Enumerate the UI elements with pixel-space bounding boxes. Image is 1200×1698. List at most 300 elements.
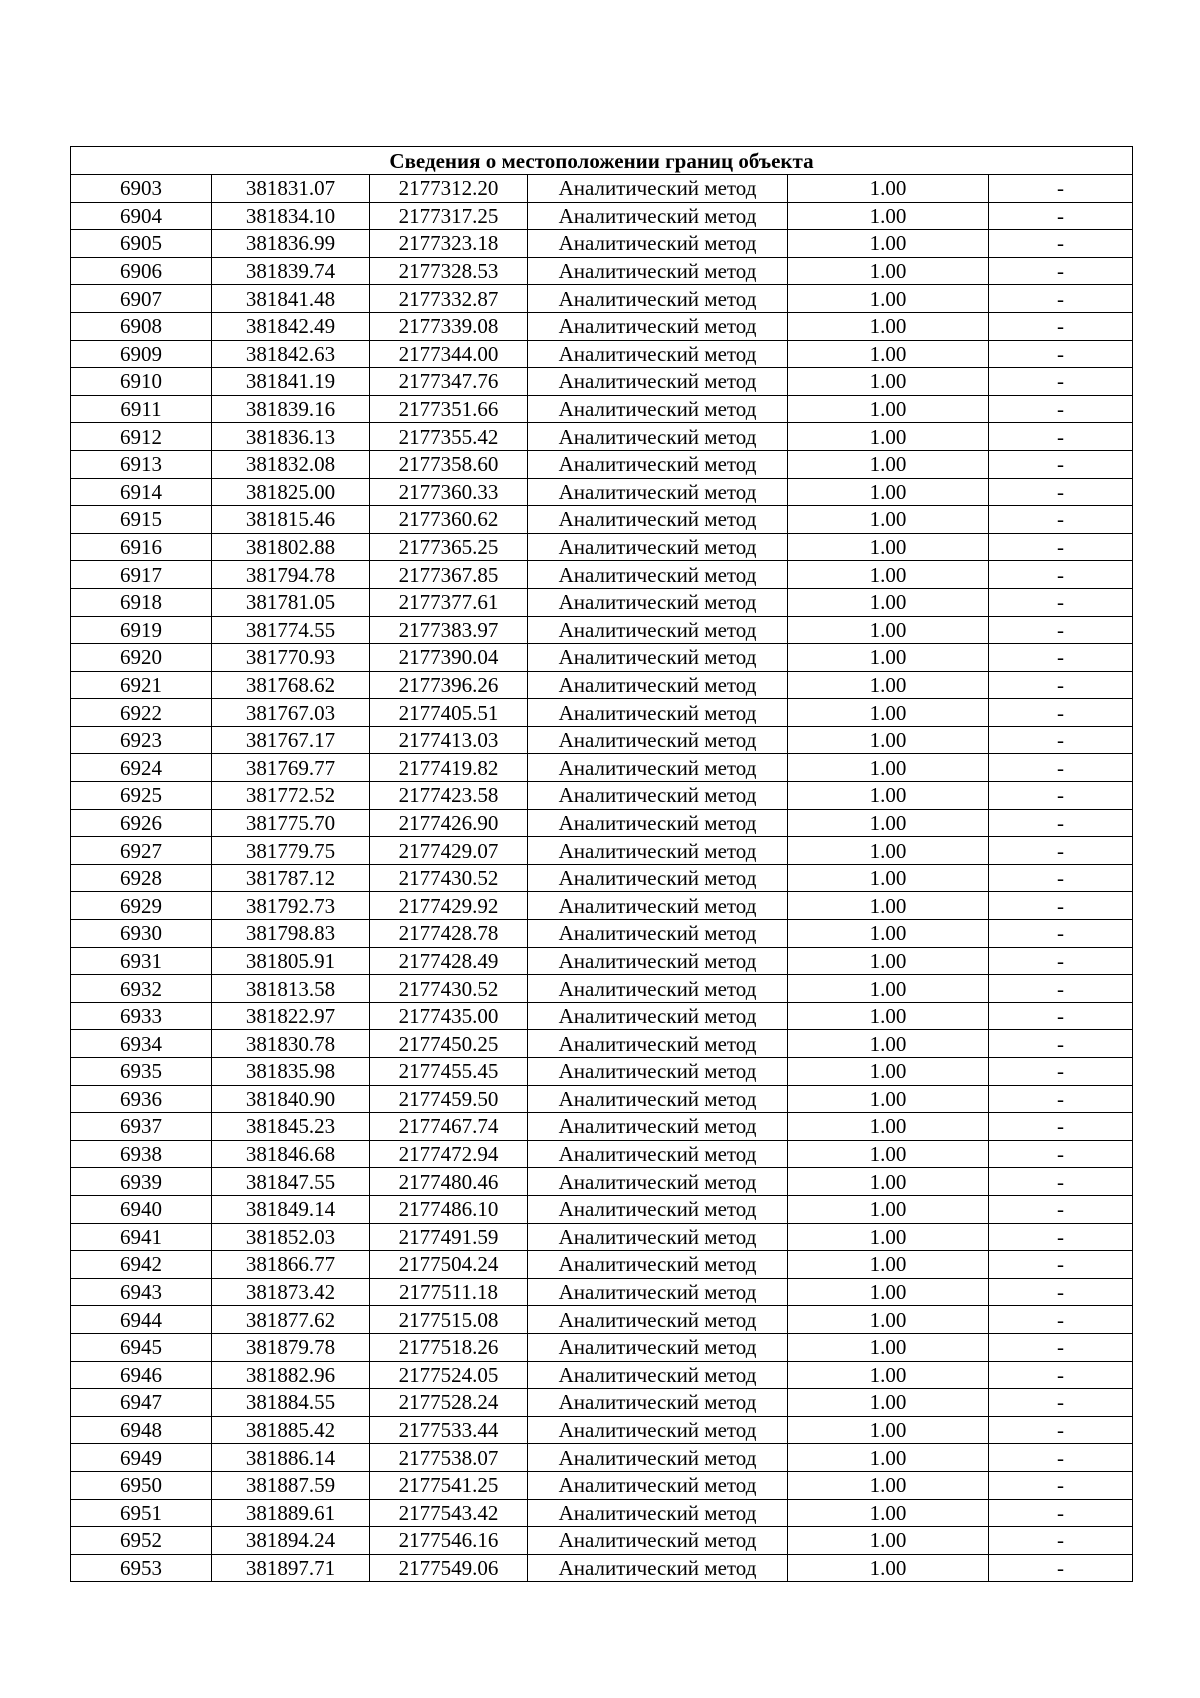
- accuracy-cell: 1.00: [788, 1168, 989, 1196]
- note-cell: -: [989, 1168, 1133, 1196]
- table-row: [71, 892, 1133, 920]
- y-coordinate-cell: 2177365.25: [370, 533, 528, 561]
- point-number-cell: 6924: [71, 754, 212, 782]
- y-coordinate-cell: 2177396.26: [370, 671, 528, 699]
- x-coordinate-cell: 381842.49: [212, 312, 370, 340]
- note-cell: -: [989, 230, 1133, 258]
- x-coordinate-cell: 381835.98: [212, 1058, 370, 1086]
- table-row: [71, 975, 1133, 1003]
- x-coordinate-cell: 381831.07: [212, 175, 370, 203]
- accuracy-cell: 1.00: [788, 782, 989, 810]
- method-cell: Аналитический метод: [528, 920, 788, 948]
- x-coordinate-cell: 381885.42: [212, 1416, 370, 1444]
- x-coordinate-cell: 381849.14: [212, 1195, 370, 1223]
- y-coordinate-cell: 2177323.18: [370, 230, 528, 258]
- table-row: [71, 837, 1133, 865]
- table-row: [71, 616, 1133, 644]
- x-coordinate-cell: 381845.23: [212, 1113, 370, 1141]
- table-row: [71, 1333, 1133, 1361]
- x-coordinate-cell: 381767.17: [212, 726, 370, 754]
- y-coordinate-cell: 2177533.44: [370, 1416, 528, 1444]
- y-coordinate-cell: 2177491.59: [370, 1223, 528, 1251]
- point-number-cell: 6903: [71, 175, 212, 203]
- accuracy-cell: 1.00: [788, 1085, 989, 1113]
- x-coordinate-cell: 381836.99: [212, 230, 370, 258]
- note-cell: -: [989, 1113, 1133, 1141]
- y-coordinate-cell: 2177511.18: [370, 1278, 528, 1306]
- note-cell: -: [989, 1554, 1133, 1582]
- point-number-cell: 6945: [71, 1333, 212, 1361]
- note-cell: -: [989, 1223, 1133, 1251]
- method-cell: Аналитический метод: [528, 1389, 788, 1417]
- accuracy-cell: 1.00: [788, 671, 989, 699]
- point-number-cell: 6914: [71, 478, 212, 506]
- x-coordinate-cell: 381805.91: [212, 947, 370, 975]
- point-number-cell: 6905: [71, 230, 212, 258]
- x-coordinate-cell: 381889.61: [212, 1499, 370, 1527]
- note-cell: -: [989, 588, 1133, 616]
- table-row: [71, 1085, 1133, 1113]
- y-coordinate-cell: 2177390.04: [370, 644, 528, 672]
- y-coordinate-cell: 2177430.52: [370, 975, 528, 1003]
- point-number-cell: 6942: [71, 1251, 212, 1279]
- point-number-cell: 6912: [71, 423, 212, 451]
- method-cell: Аналитический метод: [528, 340, 788, 368]
- accuracy-cell: 1.00: [788, 809, 989, 837]
- method-cell: Аналитический метод: [528, 1085, 788, 1113]
- method-cell: Аналитический метод: [528, 1113, 788, 1141]
- method-cell: Аналитический метод: [528, 726, 788, 754]
- point-number-cell: 6919: [71, 616, 212, 644]
- note-cell: -: [989, 561, 1133, 589]
- point-number-cell: 6923: [71, 726, 212, 754]
- point-number-cell: 6915: [71, 506, 212, 534]
- method-cell: Аналитический метод: [528, 533, 788, 561]
- method-cell: Аналитический метод: [528, 175, 788, 203]
- point-number-cell: 6949: [71, 1444, 212, 1472]
- accuracy-cell: 1.00: [788, 1471, 989, 1499]
- y-coordinate-cell: 2177358.60: [370, 450, 528, 478]
- note-cell: -: [989, 1278, 1133, 1306]
- table-row: [71, 1030, 1133, 1058]
- table-row: [71, 312, 1133, 340]
- accuracy-cell: 1.00: [788, 588, 989, 616]
- table-row: [71, 864, 1133, 892]
- note-cell: -: [989, 1085, 1133, 1113]
- x-coordinate-cell: 381774.55: [212, 616, 370, 644]
- note-cell: -: [989, 423, 1133, 451]
- x-coordinate-cell: 381830.78: [212, 1030, 370, 1058]
- method-cell: Аналитический метод: [528, 1223, 788, 1251]
- point-number-cell: 6952: [71, 1527, 212, 1555]
- x-coordinate-cell: 381852.03: [212, 1223, 370, 1251]
- table-row: [71, 1223, 1133, 1251]
- point-number-cell: 6953: [71, 1554, 212, 1582]
- table-row: [71, 230, 1133, 258]
- accuracy-cell: 1.00: [788, 506, 989, 534]
- y-coordinate-cell: 2177347.76: [370, 368, 528, 396]
- x-coordinate-cell: 381839.74: [212, 257, 370, 285]
- y-coordinate-cell: 2177528.24: [370, 1389, 528, 1417]
- y-coordinate-cell: 2177467.74: [370, 1113, 528, 1141]
- x-coordinate-cell: 381772.52: [212, 782, 370, 810]
- method-cell: Аналитический метод: [528, 230, 788, 258]
- point-number-cell: 6930: [71, 920, 212, 948]
- y-coordinate-cell: 2177480.46: [370, 1168, 528, 1196]
- note-cell: -: [989, 1306, 1133, 1334]
- note-cell: -: [989, 478, 1133, 506]
- point-number-cell: 6927: [71, 837, 212, 865]
- accuracy-cell: 1.00: [788, 1499, 989, 1527]
- y-coordinate-cell: 2177430.52: [370, 864, 528, 892]
- x-coordinate-cell: 381834.10: [212, 202, 370, 230]
- method-cell: Аналитический метод: [528, 1195, 788, 1223]
- table-row: [71, 1195, 1133, 1223]
- point-number-cell: 6932: [71, 975, 212, 1003]
- note-cell: -: [989, 1471, 1133, 1499]
- method-cell: Аналитический метод: [528, 947, 788, 975]
- y-coordinate-cell: 2177524.05: [370, 1361, 528, 1389]
- accuracy-cell: 1.00: [788, 644, 989, 672]
- method-cell: Аналитический метод: [528, 1554, 788, 1582]
- y-coordinate-cell: 2177486.10: [370, 1195, 528, 1223]
- table-row: [71, 1499, 1133, 1527]
- x-coordinate-cell: 381775.70: [212, 809, 370, 837]
- table-row: [71, 285, 1133, 313]
- accuracy-cell: 1.00: [788, 202, 989, 230]
- note-cell: -: [989, 782, 1133, 810]
- note-cell: -: [989, 506, 1133, 534]
- note-cell: -: [989, 1002, 1133, 1030]
- y-coordinate-cell: 2177413.03: [370, 726, 528, 754]
- accuracy-cell: 1.00: [788, 285, 989, 313]
- table-row: [71, 920, 1133, 948]
- note-cell: -: [989, 892, 1133, 920]
- y-coordinate-cell: 2177549.06: [370, 1554, 528, 1582]
- y-coordinate-cell: 2177317.25: [370, 202, 528, 230]
- y-coordinate-cell: 2177405.51: [370, 699, 528, 727]
- accuracy-cell: 1.00: [788, 395, 989, 423]
- method-cell: Аналитический метод: [528, 1002, 788, 1030]
- table-row: [71, 1278, 1133, 1306]
- y-coordinate-cell: 2177515.08: [370, 1306, 528, 1334]
- note-cell: -: [989, 368, 1133, 396]
- note-cell: -: [989, 450, 1133, 478]
- point-number-cell: 6931: [71, 947, 212, 975]
- table-row: [71, 1527, 1133, 1555]
- accuracy-cell: 1.00: [788, 975, 989, 1003]
- note-cell: -: [989, 1195, 1133, 1223]
- y-coordinate-cell: 2177472.94: [370, 1140, 528, 1168]
- y-coordinate-cell: 2177351.66: [370, 395, 528, 423]
- table-row: [71, 1471, 1133, 1499]
- point-number-cell: 6921: [71, 671, 212, 699]
- method-cell: Аналитический метод: [528, 809, 788, 837]
- x-coordinate-cell: 381879.78: [212, 1333, 370, 1361]
- x-coordinate-cell: 381802.88: [212, 533, 370, 561]
- point-number-cell: 6908: [71, 312, 212, 340]
- table-row: [71, 1361, 1133, 1389]
- method-cell: Аналитический метод: [528, 616, 788, 644]
- method-cell: Аналитический метод: [528, 506, 788, 534]
- x-coordinate-cell: 381840.90: [212, 1085, 370, 1113]
- point-number-cell: 6922: [71, 699, 212, 727]
- note-cell: -: [989, 285, 1133, 313]
- y-coordinate-cell: 2177426.90: [370, 809, 528, 837]
- point-number-cell: 6939: [71, 1168, 212, 1196]
- note-cell: -: [989, 671, 1133, 699]
- y-coordinate-cell: 2177543.42: [370, 1499, 528, 1527]
- accuracy-cell: 1.00: [788, 1058, 989, 1086]
- method-cell: Аналитический метод: [528, 671, 788, 699]
- table-row: [71, 533, 1133, 561]
- accuracy-cell: 1.00: [788, 423, 989, 451]
- point-number-cell: 6933: [71, 1002, 212, 1030]
- point-number-cell: 6944: [71, 1306, 212, 1334]
- method-cell: Аналитический метод: [528, 644, 788, 672]
- y-coordinate-cell: 2177428.78: [370, 920, 528, 948]
- method-cell: Аналитический метод: [528, 478, 788, 506]
- point-number-cell: 6943: [71, 1278, 212, 1306]
- y-coordinate-cell: 2177450.25: [370, 1030, 528, 1058]
- accuracy-cell: 1.00: [788, 1195, 989, 1223]
- table-row: [71, 1168, 1133, 1196]
- note-cell: -: [989, 1416, 1133, 1444]
- accuracy-cell: 1.00: [788, 699, 989, 727]
- method-cell: Аналитический метод: [528, 202, 788, 230]
- y-coordinate-cell: 2177312.20: [370, 175, 528, 203]
- x-coordinate-cell: 381813.58: [212, 975, 370, 1003]
- accuracy-cell: 1.00: [788, 478, 989, 506]
- x-coordinate-cell: 381887.59: [212, 1471, 370, 1499]
- note-cell: -: [989, 864, 1133, 892]
- table-row: [71, 671, 1133, 699]
- y-coordinate-cell: 2177328.53: [370, 257, 528, 285]
- accuracy-cell: 1.00: [788, 726, 989, 754]
- y-coordinate-cell: 2177429.07: [370, 837, 528, 865]
- accuracy-cell: 1.00: [788, 1278, 989, 1306]
- y-coordinate-cell: 2177538.07: [370, 1444, 528, 1472]
- y-coordinate-cell: 2177541.25: [370, 1471, 528, 1499]
- method-cell: Аналитический метод: [528, 423, 788, 451]
- point-number-cell: 6926: [71, 809, 212, 837]
- method-cell: Аналитический метод: [528, 368, 788, 396]
- table-title-row: [71, 147, 1133, 175]
- x-coordinate-cell: 381798.83: [212, 920, 370, 948]
- note-cell: -: [989, 616, 1133, 644]
- x-coordinate-cell: 381836.13: [212, 423, 370, 451]
- method-cell: Аналитический метод: [528, 1416, 788, 1444]
- x-coordinate-cell: 381769.77: [212, 754, 370, 782]
- note-cell: -: [989, 1058, 1133, 1086]
- point-number-cell: 6920: [71, 644, 212, 672]
- accuracy-cell: 1.00: [788, 175, 989, 203]
- note-cell: -: [989, 257, 1133, 285]
- x-coordinate-cell: 381897.71: [212, 1554, 370, 1582]
- note-cell: -: [989, 1140, 1133, 1168]
- accuracy-cell: 1.00: [788, 1113, 989, 1141]
- y-coordinate-cell: 2177429.92: [370, 892, 528, 920]
- method-cell: Аналитический метод: [528, 285, 788, 313]
- table-row: [71, 726, 1133, 754]
- table-row: [71, 1444, 1133, 1472]
- accuracy-cell: 1.00: [788, 1361, 989, 1389]
- method-cell: Аналитический метод: [528, 1471, 788, 1499]
- point-number-cell: 6948: [71, 1416, 212, 1444]
- point-number-cell: 6910: [71, 368, 212, 396]
- y-coordinate-cell: 2177546.16: [370, 1527, 528, 1555]
- table-row: [71, 782, 1133, 810]
- note-cell: -: [989, 809, 1133, 837]
- accuracy-cell: 1.00: [788, 947, 989, 975]
- x-coordinate-cell: 381792.73: [212, 892, 370, 920]
- table-row: [71, 1002, 1133, 1030]
- method-cell: Аналитический метод: [528, 1527, 788, 1555]
- note-cell: -: [989, 1444, 1133, 1472]
- table-row: [71, 947, 1133, 975]
- point-number-cell: 6950: [71, 1471, 212, 1499]
- accuracy-cell: 1.00: [788, 892, 989, 920]
- x-coordinate-cell: 381815.46: [212, 506, 370, 534]
- method-cell: Аналитический метод: [528, 1168, 788, 1196]
- table-row: [71, 1554, 1133, 1582]
- point-number-cell: 6913: [71, 450, 212, 478]
- accuracy-cell: 1.00: [788, 920, 989, 948]
- accuracy-cell: 1.00: [788, 450, 989, 478]
- accuracy-cell: 1.00: [788, 1030, 989, 1058]
- accuracy-cell: 1.00: [788, 368, 989, 396]
- y-coordinate-cell: 2177518.26: [370, 1333, 528, 1361]
- x-coordinate-cell: 381841.19: [212, 368, 370, 396]
- method-cell: Аналитический метод: [528, 1499, 788, 1527]
- x-coordinate-cell: 381822.97: [212, 1002, 370, 1030]
- method-cell: Аналитический метод: [528, 1306, 788, 1334]
- note-cell: -: [989, 975, 1133, 1003]
- method-cell: Аналитический метод: [528, 1058, 788, 1086]
- note-cell: -: [989, 202, 1133, 230]
- method-cell: Аналитический метод: [528, 1361, 788, 1389]
- table-row: [71, 340, 1133, 368]
- table-row: [71, 754, 1133, 782]
- note-cell: -: [989, 947, 1133, 975]
- note-cell: -: [989, 1389, 1133, 1417]
- x-coordinate-cell: 381794.78: [212, 561, 370, 589]
- table-row: [71, 478, 1133, 506]
- accuracy-cell: 1.00: [788, 1002, 989, 1030]
- method-cell: Аналитический метод: [528, 312, 788, 340]
- x-coordinate-cell: 381846.68: [212, 1140, 370, 1168]
- y-coordinate-cell: 2177377.61: [370, 588, 528, 616]
- y-coordinate-cell: 2177360.62: [370, 506, 528, 534]
- method-cell: Аналитический метод: [528, 782, 788, 810]
- accuracy-cell: 1.00: [788, 837, 989, 865]
- point-number-cell: 6935: [71, 1058, 212, 1086]
- note-cell: -: [989, 837, 1133, 865]
- method-cell: Аналитический метод: [528, 699, 788, 727]
- method-cell: Аналитический метод: [528, 892, 788, 920]
- table-row: [71, 1416, 1133, 1444]
- point-number-cell: 6928: [71, 864, 212, 892]
- y-coordinate-cell: 2177428.49: [370, 947, 528, 975]
- accuracy-cell: 1.00: [788, 1140, 989, 1168]
- table-row: [71, 506, 1133, 534]
- table-row: [71, 1389, 1133, 1417]
- method-cell: Аналитический метод: [528, 975, 788, 1003]
- accuracy-cell: 1.00: [788, 561, 989, 589]
- method-cell: Аналитический метод: [528, 864, 788, 892]
- y-coordinate-cell: 2177355.42: [370, 423, 528, 451]
- accuracy-cell: 1.00: [788, 864, 989, 892]
- x-coordinate-cell: 381841.48: [212, 285, 370, 313]
- x-coordinate-cell: 381842.63: [212, 340, 370, 368]
- note-cell: -: [989, 533, 1133, 561]
- note-cell: -: [989, 1030, 1133, 1058]
- x-coordinate-cell: 381779.75: [212, 837, 370, 865]
- method-cell: Аналитический метод: [528, 450, 788, 478]
- method-cell: Аналитический метод: [528, 1030, 788, 1058]
- note-cell: -: [989, 1361, 1133, 1389]
- x-coordinate-cell: 381877.62: [212, 1306, 370, 1334]
- accuracy-cell: 1.00: [788, 1527, 989, 1555]
- table-row: [71, 1113, 1133, 1141]
- y-coordinate-cell: 2177435.00: [370, 1002, 528, 1030]
- table-row: [71, 699, 1133, 727]
- table-row: [71, 202, 1133, 230]
- note-cell: -: [989, 726, 1133, 754]
- point-number-cell: 6917: [71, 561, 212, 589]
- x-coordinate-cell: 381768.62: [212, 671, 370, 699]
- y-coordinate-cell: 2177344.00: [370, 340, 528, 368]
- accuracy-cell: 1.00: [788, 533, 989, 561]
- method-cell: Аналитический метод: [528, 1251, 788, 1279]
- x-coordinate-cell: 381767.03: [212, 699, 370, 727]
- accuracy-cell: 1.00: [788, 1389, 989, 1417]
- table-row: [71, 423, 1133, 451]
- method-cell: Аналитический метод: [528, 588, 788, 616]
- table-row: [71, 1058, 1133, 1086]
- table-row: [71, 644, 1133, 672]
- table-row: [71, 588, 1133, 616]
- point-number-cell: 6918: [71, 588, 212, 616]
- y-coordinate-cell: 2177423.58: [370, 782, 528, 810]
- table-row: [71, 175, 1133, 203]
- accuracy-cell: 1.00: [788, 1223, 989, 1251]
- method-cell: Аналитический метод: [528, 257, 788, 285]
- table-row: [71, 1140, 1133, 1168]
- table-row: [71, 561, 1133, 589]
- table-row: [71, 450, 1133, 478]
- point-number-cell: 6909: [71, 340, 212, 368]
- point-number-cell: 6934: [71, 1030, 212, 1058]
- x-coordinate-cell: 381894.24: [212, 1527, 370, 1555]
- point-number-cell: 6904: [71, 202, 212, 230]
- table-title: Сведения о местоположении границ объекта: [71, 147, 1133, 175]
- method-cell: Аналитический метод: [528, 1140, 788, 1168]
- method-cell: Аналитический метод: [528, 1278, 788, 1306]
- note-cell: -: [989, 340, 1133, 368]
- x-coordinate-cell: 381781.05: [212, 588, 370, 616]
- point-number-cell: 6906: [71, 257, 212, 285]
- x-coordinate-cell: 381839.16: [212, 395, 370, 423]
- table-row: [71, 809, 1133, 837]
- accuracy-cell: 1.00: [788, 257, 989, 285]
- method-cell: Аналитический метод: [528, 1333, 788, 1361]
- y-coordinate-cell: 2177332.87: [370, 285, 528, 313]
- x-coordinate-cell: 381847.55: [212, 1168, 370, 1196]
- method-cell: Аналитический метод: [528, 754, 788, 782]
- table-row: [71, 1306, 1133, 1334]
- note-cell: -: [989, 1499, 1133, 1527]
